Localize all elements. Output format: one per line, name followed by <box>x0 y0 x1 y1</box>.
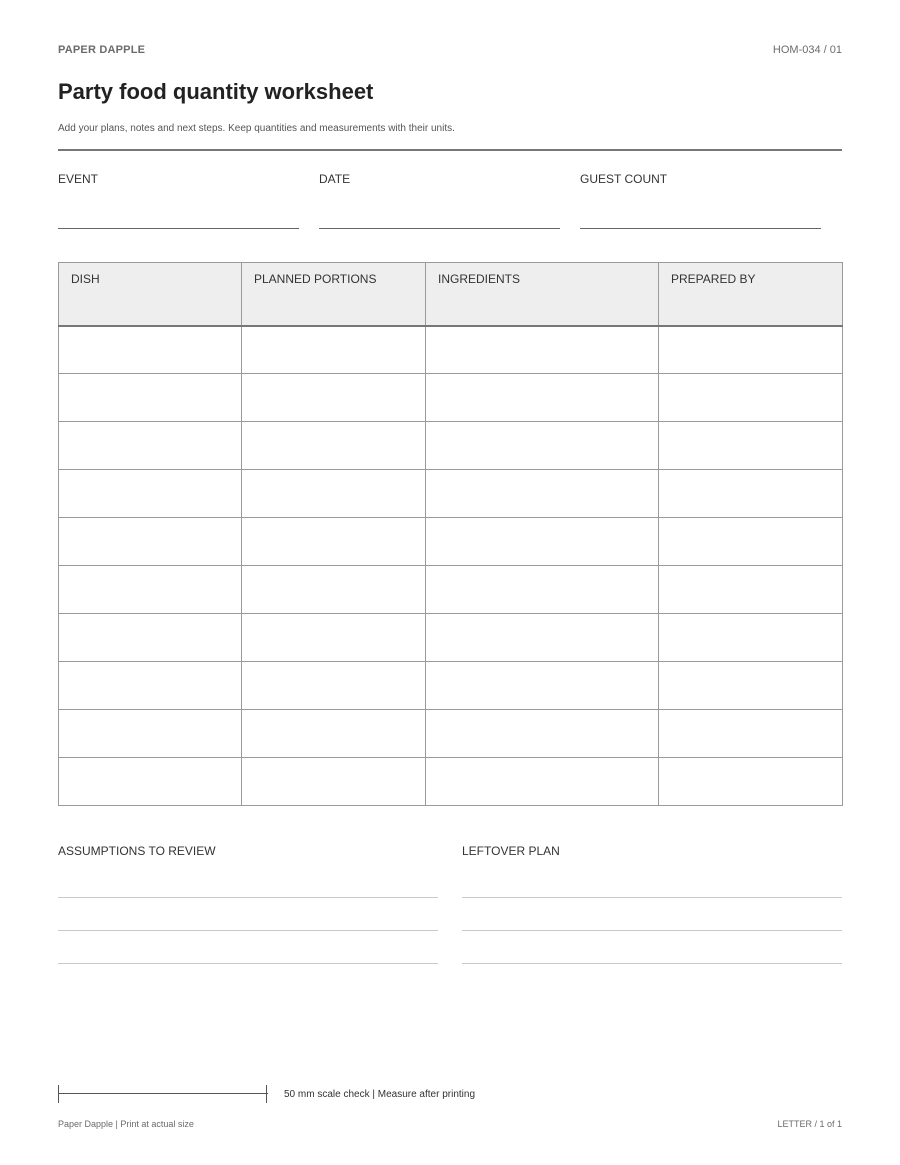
table-cell-portions[interactable] <box>242 710 426 758</box>
table-cell-prepared-by[interactable] <box>659 470 843 518</box>
footer-left-text: Paper Dapple | Print at actual size <box>58 1119 194 1129</box>
scale-check-bar <box>58 1085 268 1103</box>
table-cell-ingredients[interactable] <box>426 710 659 758</box>
column-header-planned-portions: PLANNED PORTIONS <box>242 263 426 326</box>
table-cell-portions[interactable] <box>242 758 426 806</box>
leftover-write-line[interactable] <box>462 897 842 898</box>
leftover-plan-section <box>462 844 842 858</box>
scale-line <box>58 1093 268 1094</box>
food-quantity-table <box>58 262 843 806</box>
table-cell-ingredients[interactable] <box>426 758 659 806</box>
table-cell-dish[interactable] <box>59 566 242 614</box>
guest-count-write-line[interactable] <box>580 228 821 229</box>
assumptions-section <box>58 844 438 858</box>
scale-tick-end <box>266 1085 267 1103</box>
table-cell-portions[interactable] <box>242 422 426 470</box>
table-cell-dish[interactable] <box>59 518 242 566</box>
brand-name: PAPER DAPPLE <box>58 44 146 56</box>
table-cell-prepared-by[interactable] <box>659 710 843 758</box>
table-row <box>59 566 843 614</box>
table-cell-prepared-by[interactable] <box>659 326 843 374</box>
date-write-line[interactable] <box>319 228 560 229</box>
table-cell-dish[interactable] <box>59 374 242 422</box>
table-cell-portions[interactable] <box>242 662 426 710</box>
column-header-dish: DISH <box>59 263 242 326</box>
table-cell-portions[interactable] <box>242 326 426 374</box>
table-cell-ingredients[interactable] <box>426 518 659 566</box>
table-cell-prepared-by[interactable] <box>659 422 843 470</box>
table-cell-ingredients[interactable] <box>426 566 659 614</box>
scale-tick-start <box>58 1085 59 1103</box>
assumptions-write-line[interactable] <box>58 897 438 898</box>
table-cell-dish[interactable] <box>59 662 242 710</box>
table-row <box>59 470 843 518</box>
table-cell-dish[interactable] <box>59 614 242 662</box>
table-cell-portions[interactable] <box>242 374 426 422</box>
date-label: DATE <box>319 172 351 186</box>
page-subtitle: Add your plans, notes and next steps. Keep quantities and measurements with their units. <box>58 123 455 134</box>
table-row <box>59 374 843 422</box>
table-cell-portions[interactable] <box>242 614 426 662</box>
column-header-ingredients: INGREDIENTS <box>426 263 659 326</box>
date-field[interactable] <box>319 172 560 186</box>
header-divider <box>58 149 842 151</box>
page-title: Party food quantity worksheet <box>58 79 374 104</box>
column-header-prepared-by: PREPARED BY <box>659 263 843 326</box>
document-code: HOM-034 / 01 <box>772 44 842 56</box>
table-cell-ingredients[interactable] <box>426 614 659 662</box>
table-cell-ingredients[interactable] <box>426 422 659 470</box>
table-cell-prepared-by[interactable] <box>659 374 843 422</box>
assumptions-write-line[interactable] <box>58 963 438 964</box>
table-cell-dish[interactable] <box>59 422 242 470</box>
table-row <box>59 710 843 758</box>
event-write-line[interactable] <box>58 228 299 229</box>
table-row <box>59 758 843 806</box>
table-cell-dish[interactable] <box>59 470 242 518</box>
table-row <box>59 614 843 662</box>
table-cell-dish[interactable] <box>59 758 242 806</box>
event-field[interactable] <box>58 172 299 186</box>
table-cell-prepared-by[interactable] <box>659 566 843 614</box>
table-cell-prepared-by[interactable] <box>659 758 843 806</box>
table-row <box>59 326 843 374</box>
guest-count-label: GUEST COUNT <box>580 172 668 186</box>
table-row <box>59 518 843 566</box>
table-cell-portions[interactable] <box>242 566 426 614</box>
event-label: EVENT <box>58 172 99 186</box>
table-cell-portions[interactable] <box>242 470 426 518</box>
table-cell-ingredients[interactable] <box>426 470 659 518</box>
table-row <box>59 662 843 710</box>
guest-count-field[interactable] <box>580 172 821 186</box>
table-cell-ingredients[interactable] <box>426 662 659 710</box>
assumptions-write-line[interactable] <box>58 930 438 931</box>
leftover-write-line[interactable] <box>462 930 842 931</box>
scale-check-note: 50 mm scale check | Measure after printing <box>284 1089 476 1100</box>
table-cell-ingredients[interactable] <box>426 326 659 374</box>
table-cell-prepared-by[interactable] <box>659 518 843 566</box>
assumptions-label: ASSUMPTIONS TO REVIEW <box>58 844 216 858</box>
table-cell-ingredients[interactable] <box>426 374 659 422</box>
table-row <box>59 422 843 470</box>
table-cell-dish[interactable] <box>59 326 242 374</box>
table-cell-portions[interactable] <box>242 518 426 566</box>
footer-page-info: LETTER / 1 of 1 <box>777 1119 842 1129</box>
leftover-write-line[interactable] <box>462 963 842 964</box>
table-cell-prepared-by[interactable] <box>659 662 843 710</box>
table-header-row <box>59 263 843 326</box>
table-cell-dish[interactable] <box>59 710 242 758</box>
table-cell-prepared-by[interactable] <box>659 614 843 662</box>
worksheet-page <box>58 0 842 1165</box>
leftover-plan-label: LEFTOVER PLAN <box>462 844 560 858</box>
